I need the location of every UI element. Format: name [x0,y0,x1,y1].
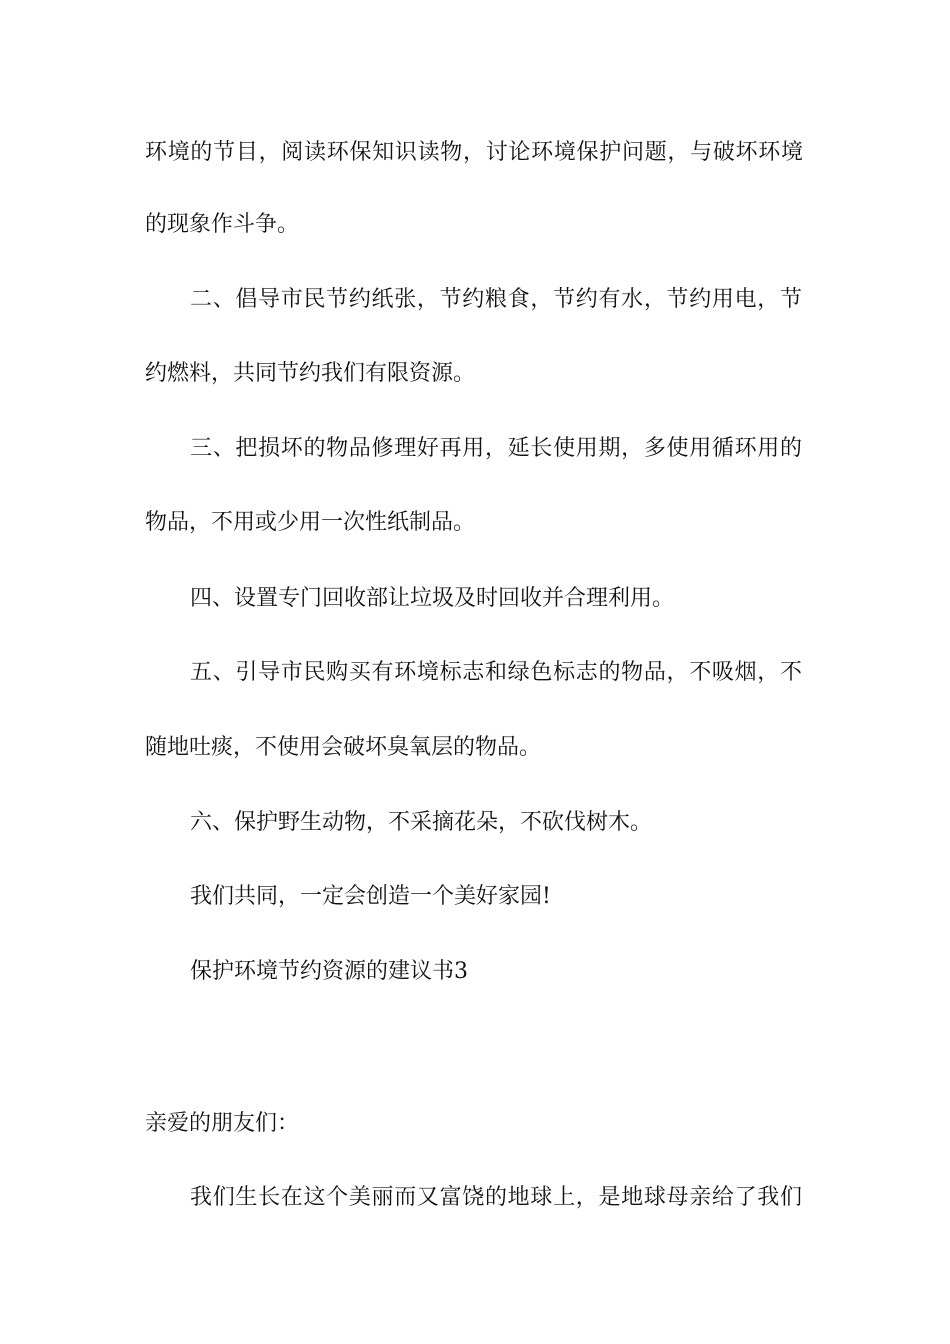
paragraph-line: 我们生长在这个美丽而又富饶的地球上，是地球母亲给了我们 [190,1185,802,1210]
salutation: 亲爱的朋友们： [145,1111,300,1136]
paragraph-line: 四、设置专门回收部让垃圾及时回收并合理利用。 [190,586,675,611]
paragraph-line: 二、倡导市民节约纸张，节约粮食，节约有水，节约用电，节 [190,287,802,312]
section-title: 保护环境节约资源的建议书3 [190,959,468,984]
paragraph-line: 三、把损坏的物品修理好再用，延长使用期，多使用循环用的 [190,436,802,461]
paragraph-line: 随地吐痰，不使用会破坏臭氧层的物品。 [145,735,542,760]
paragraph-line: 约燃料，共同节约我们有限资源。 [145,361,476,386]
paragraph-line: 环境的节目，阅读环保知识读物，讨论环境保护问题，与破坏环境 [145,140,803,165]
paragraph-line: 六、保护野生动物，不采摘花朵，不砍伐树木。 [190,810,653,835]
paragraph-line: 的现象作斗争。 [145,212,300,237]
paragraph-line: 我们共同，一定会创造一个美好家园! [190,884,551,909]
paragraph-line: 五、引导市民购买有环境标志和绿色标志的物品，不吸烟，不 [190,660,802,685]
paragraph-line: 物品，不用或少用一次性纸制品。 [145,510,476,535]
